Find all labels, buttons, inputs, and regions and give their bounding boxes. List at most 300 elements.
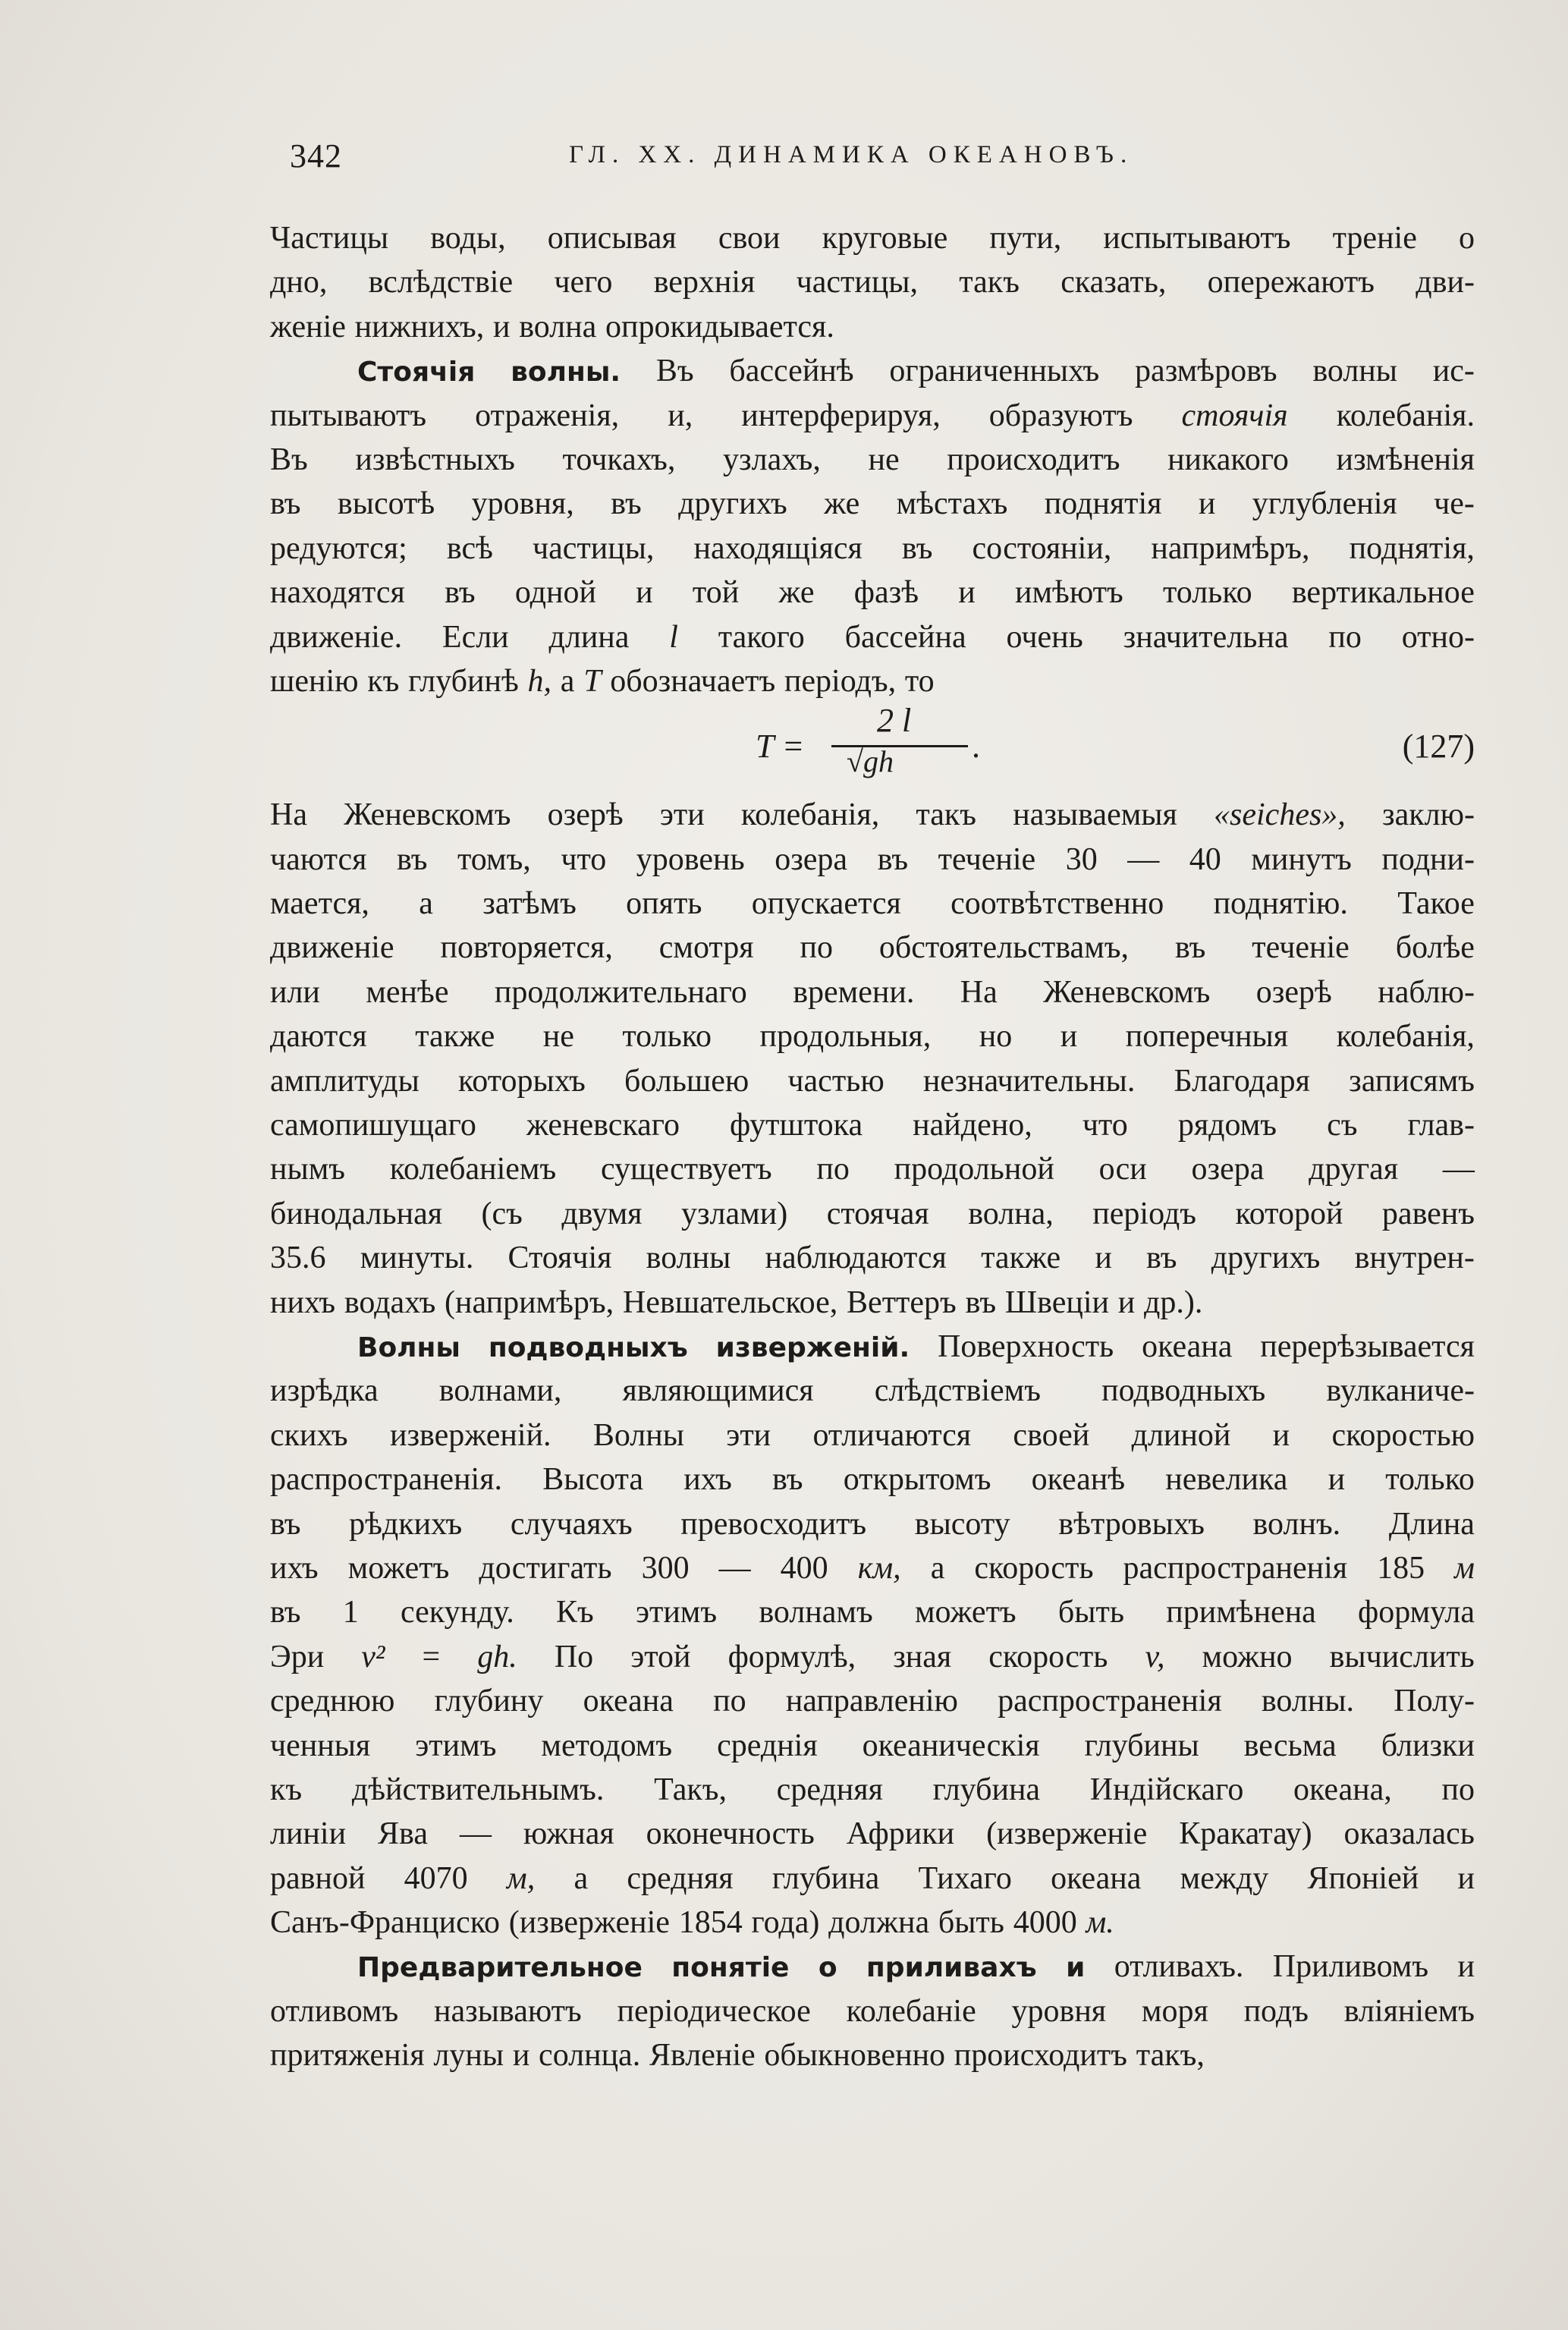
word: — <box>459 1816 492 1852</box>
word: въ <box>877 841 909 877</box>
word: и <box>512 2038 530 2074</box>
word: въ <box>772 1462 803 1498</box>
word: свои <box>718 221 781 256</box>
word: происходитъ <box>947 442 1120 477</box>
word: Приливомъ <box>1272 1949 1429 1985</box>
word: въ <box>445 575 476 611</box>
word: незначительны. <box>922 1063 1136 1099</box>
word: также <box>415 1019 495 1055</box>
word: — <box>1442 1152 1475 1187</box>
word: продольной <box>894 1152 1054 1187</box>
text-line <box>270 486 1475 530</box>
word: дно, <box>270 265 328 300</box>
text-line <box>270 1461 1475 1505</box>
word: 400 <box>780 1550 828 1586</box>
word: уровня, <box>471 486 574 522</box>
word: поперечныя <box>1125 1019 1289 1055</box>
text-line <box>270 220 1475 264</box>
text-line <box>270 1772 1475 1816</box>
word: отраженія, <box>475 398 620 433</box>
word: волнами, <box>438 1373 562 1409</box>
word: только <box>622 1019 712 1055</box>
word: находятся <box>270 575 405 611</box>
word: По <box>554 1639 594 1674</box>
word: моря <box>1141 1993 1208 2029</box>
text-line <box>270 841 1475 885</box>
word: испытываютъ <box>1103 221 1291 256</box>
word: а <box>930 1550 945 1586</box>
word: въ <box>270 1506 301 1542</box>
word: колебаніе <box>846 1993 976 2029</box>
word: внутрен- <box>1354 1240 1475 1276</box>
word: солнца. <box>539 2038 641 2074</box>
word: болѣе <box>1395 930 1475 966</box>
text-line <box>270 1683 1475 1727</box>
word: подни- <box>1381 841 1475 877</box>
word: никакого <box>1167 442 1289 477</box>
text-line <box>270 663 1475 707</box>
word: подводныхъ <box>1101 1373 1266 1409</box>
word: Къ <box>555 1595 594 1630</box>
word: = <box>422 1639 441 1674</box>
word: волнамъ <box>759 1595 873 1630</box>
word: записямъ <box>1349 1063 1475 1099</box>
word: распространенія. <box>270 1462 503 1498</box>
word: даются <box>270 1019 367 1055</box>
word: бинодальная <box>270 1196 443 1231</box>
word: рѣдкихъ <box>349 1506 463 1542</box>
word: равенъ <box>1381 1196 1475 1231</box>
word: узлахъ, <box>723 442 821 477</box>
word: изрѣдка <box>270 1373 379 1409</box>
word: близки <box>1381 1728 1475 1763</box>
word: случаяхъ <box>510 1506 633 1542</box>
word: обыкновенно <box>764 2038 946 2074</box>
word: частицы, <box>533 530 655 566</box>
word: формулѣ, <box>727 1639 856 1674</box>
word: понятіе <box>671 1952 790 1984</box>
word: которыхъ <box>458 1063 586 1099</box>
word: круговые <box>822 221 948 256</box>
word: и <box>1095 1240 1112 1276</box>
word: образуютъ <box>988 398 1133 433</box>
word: поднятія <box>1044 486 1162 522</box>
word: — <box>1127 841 1160 877</box>
word: женевскаго <box>526 1108 680 1143</box>
text-line <box>270 885 1475 929</box>
word: и <box>1060 1019 1078 1055</box>
text-line <box>270 574 1475 618</box>
word: бассейнѣ <box>729 354 854 389</box>
formula-lhs: T = <box>756 728 805 766</box>
word: озерѣ <box>1255 974 1332 1010</box>
text-line <box>270 1417 1475 1461</box>
word: длиной <box>1131 1417 1231 1453</box>
word: заклю- <box>1382 797 1475 833</box>
word: отливомъ <box>270 1993 399 2029</box>
word: волны <box>1312 354 1398 389</box>
word: а <box>419 886 433 922</box>
word: въ <box>396 841 428 877</box>
word: называемыя <box>1013 797 1177 833</box>
word: періодъ, <box>784 663 897 699</box>
word: нымъ <box>270 1152 345 1187</box>
word: весьма <box>1243 1728 1337 1763</box>
word: (изверженіе <box>986 1816 1148 1852</box>
word: менѣе <box>366 974 449 1010</box>
word: же <box>778 575 815 611</box>
text-line <box>270 2037 1475 2081</box>
word: Японіей <box>1307 1860 1419 1896</box>
word: мается, <box>270 886 369 922</box>
word: такъ <box>959 265 1020 300</box>
text-line <box>270 1018 1475 1062</box>
word: волны <box>646 1240 731 1276</box>
word: размѣровъ <box>1135 354 1277 389</box>
word: линіи <box>270 1816 347 1852</box>
word: отличаются <box>812 1417 972 1453</box>
word: глубина <box>771 1860 880 1896</box>
word: въ <box>901 530 933 566</box>
text-line <box>270 1107 1475 1151</box>
word: женіе <box>270 309 346 344</box>
text-line <box>270 398 1475 442</box>
word: луны <box>433 2038 504 2074</box>
word: должна <box>828 1905 930 1941</box>
word: рядомъ <box>1177 1108 1277 1143</box>
word: отно- <box>1401 619 1475 655</box>
word: 30 <box>1065 841 1098 877</box>
word: подъ <box>1243 1993 1309 2029</box>
word: своей <box>1013 1417 1090 1453</box>
word: значительна <box>1123 619 1289 655</box>
word: оси <box>1098 1152 1147 1187</box>
word: существуетъ <box>600 1152 772 1187</box>
word: распространенія <box>1123 1550 1348 1586</box>
word: колебанія. <box>1336 398 1475 433</box>
word: среднюю <box>270 1684 395 1719</box>
word: Если <box>441 619 509 655</box>
word: океана <box>583 1684 674 1719</box>
text-line <box>270 1151 1475 1195</box>
word: Высота <box>542 1462 644 1498</box>
word: колебанія, <box>1336 1019 1475 1055</box>
word: м. <box>1086 1905 1114 1941</box>
word: м, <box>506 1860 536 1896</box>
word: измѣненія <box>1336 442 1475 477</box>
word: превосходитъ <box>680 1506 867 1542</box>
word: волны. <box>1261 1684 1355 1719</box>
word: найдено, <box>913 1108 1032 1143</box>
word: приливахъ <box>866 1952 1037 1984</box>
word: вулканиче- <box>1326 1373 1475 1409</box>
word: Ява <box>378 1816 428 1852</box>
word: описывая <box>547 221 677 256</box>
word: частицы, <box>796 265 919 300</box>
word: оконечность <box>646 1816 815 1852</box>
word: «seiches», <box>1214 797 1346 833</box>
word: притяженія <box>270 2038 425 2074</box>
word: 300 <box>641 1550 690 1586</box>
word: чаются <box>270 841 367 877</box>
word: треніе <box>1332 221 1417 256</box>
word: двумя <box>561 1196 643 1231</box>
word: южная <box>523 1816 614 1852</box>
text-line <box>270 974 1475 1018</box>
word: съ <box>1327 1108 1358 1143</box>
word: года) <box>751 1905 820 1941</box>
text-line <box>270 1816 1475 1860</box>
word: мѣстахъ <box>896 486 1008 522</box>
word: пути, <box>989 221 1062 256</box>
word: въ <box>270 486 301 522</box>
word: уровня <box>1011 1993 1107 2029</box>
word: времени. <box>793 974 915 1010</box>
word: періодъ <box>1092 1196 1196 1231</box>
word: и, <box>668 398 693 433</box>
word: и <box>1457 1860 1475 1896</box>
word: одной <box>514 575 596 611</box>
word: примѣнена <box>1166 1595 1316 1630</box>
word: опять <box>626 886 702 922</box>
word: изверженій. <box>715 1332 910 1363</box>
word: океана <box>1142 1329 1233 1364</box>
word: высоту <box>914 1506 1010 1542</box>
word: подводныхъ <box>488 1332 688 1363</box>
word: обстоятельствамъ, <box>878 930 1129 966</box>
word: стоячія <box>1181 398 1288 433</box>
word: достигать <box>479 1550 612 1586</box>
word: въ <box>611 486 642 522</box>
word: такъ <box>916 797 977 833</box>
word: глубинѣ <box>408 663 519 699</box>
word: колебанія, <box>740 797 880 833</box>
word: повторяется, <box>440 930 613 966</box>
word: въ <box>1146 1240 1177 1276</box>
word: къ <box>367 663 400 699</box>
word: по <box>1441 1772 1475 1807</box>
word: скорость <box>988 1639 1108 1674</box>
word: Африки <box>846 1816 955 1852</box>
word: стоячая <box>826 1196 929 1231</box>
word: v, <box>1145 1639 1165 1674</box>
word: наблю- <box>1378 974 1475 1010</box>
word: На <box>270 797 307 833</box>
word: На <box>960 974 998 1010</box>
word: 1854 <box>678 1905 743 1941</box>
word: которой <box>1235 1196 1343 1231</box>
text-line <box>270 1196 1475 1240</box>
text-line <box>270 1373 1475 1417</box>
word: Длина <box>1388 1506 1475 1542</box>
word: въ <box>965 1284 997 1320</box>
text-line <box>270 1284 1475 1329</box>
word: Женевскомъ <box>344 797 511 833</box>
word: опрокидывается. <box>605 309 834 344</box>
word: — <box>718 1550 751 1586</box>
word: среднія <box>717 1728 818 1763</box>
word: амплитуды <box>270 1063 419 1099</box>
text-line <box>270 1240 1475 1284</box>
word: или <box>270 974 320 1010</box>
word: этимъ <box>415 1728 497 1763</box>
word: T <box>583 663 602 699</box>
text-line <box>270 1550 1475 1594</box>
word: и <box>1272 1417 1290 1453</box>
word: также <box>981 1240 1061 1276</box>
word: этимъ <box>635 1595 718 1630</box>
word: др.). <box>1144 1284 1203 1320</box>
word: интерферируя, <box>741 398 941 433</box>
word: называютъ <box>434 1993 582 2029</box>
word: быть <box>938 1905 1004 1941</box>
word: узлами) <box>680 1196 788 1231</box>
running-head: ГЛ. XX. ДИНАМИКА ОКЕАНОВЪ. <box>569 141 1134 168</box>
text-line <box>270 619 1475 663</box>
word: Такъ, <box>654 1772 727 1807</box>
word: перерѣзывается <box>1260 1329 1475 1364</box>
formula-period: . <box>972 728 980 766</box>
word: въ <box>270 1595 301 1630</box>
word: Въ <box>655 354 694 389</box>
word: сказать, <box>1061 265 1167 300</box>
word: томъ, <box>457 841 531 877</box>
body-text <box>270 220 1475 2082</box>
word: но <box>979 1019 1013 1055</box>
word: продолжительнаго <box>494 974 747 1010</box>
word: только <box>1162 575 1252 611</box>
word: а <box>573 1860 589 1896</box>
word: волны. <box>511 357 621 388</box>
word: океана <box>1051 1860 1142 1896</box>
word: дви- <box>1416 265 1475 300</box>
word: ограниченныхъ <box>889 354 1100 389</box>
word: океанѣ <box>1031 1462 1126 1498</box>
word: волна <box>519 309 597 344</box>
word: 35.6 <box>270 1240 326 1276</box>
word: Швеціи <box>1004 1284 1110 1320</box>
word: Эри <box>270 1639 325 1674</box>
word: извѣстныхъ <box>355 442 515 477</box>
word: редуются; <box>270 530 407 566</box>
word: о <box>1458 221 1475 256</box>
text-line <box>270 309 1475 353</box>
word: равной <box>270 1860 366 1896</box>
word: gh. <box>477 1639 517 1674</box>
word: и <box>492 309 511 344</box>
word: волна, <box>968 1196 1054 1231</box>
word: вслѣдствіе <box>368 265 514 300</box>
word: и <box>636 575 653 611</box>
word: а <box>560 663 575 699</box>
word: распространенія <box>998 1684 1222 1719</box>
word: (съ <box>481 1196 523 1231</box>
word: длина <box>548 619 630 655</box>
word: пытываютъ <box>270 398 427 433</box>
word: и <box>1328 1462 1346 1498</box>
word: нихъ <box>270 1284 336 1320</box>
word: смотря <box>658 930 754 966</box>
word: Частицы <box>270 221 389 256</box>
page-number: 342 <box>290 137 342 175</box>
word: вѣтровыхъ <box>1058 1506 1205 1542</box>
word: другихъ <box>1211 1240 1321 1276</box>
word: Благодаря <box>1174 1063 1310 1099</box>
word: самопишущаго <box>270 1108 476 1143</box>
word: Волны <box>592 1417 684 1453</box>
word: водахъ <box>344 1284 436 1320</box>
word: всѣ <box>446 530 493 566</box>
word: h, <box>527 663 552 699</box>
word: являющимися <box>622 1373 814 1409</box>
word: что <box>1082 1108 1128 1143</box>
word: шенію <box>270 663 359 699</box>
word: отливахъ. <box>1114 1949 1244 1985</box>
word: движеніе <box>270 930 394 966</box>
word: м <box>1454 1550 1475 1586</box>
word: уровень <box>636 841 745 877</box>
word: другихъ <box>678 486 787 522</box>
word: (изверженіе <box>508 1905 670 1941</box>
word: углубленія <box>1252 486 1397 522</box>
word: скихъ <box>270 1417 348 1453</box>
word: нижнихъ, <box>354 309 485 344</box>
word: быть <box>1057 1595 1124 1630</box>
formula-numerator: 2 l <box>877 702 912 740</box>
word: Явленіе <box>649 2038 756 2074</box>
text-line <box>270 797 1475 841</box>
word: можетъ <box>914 1595 1017 1630</box>
word: только <box>1385 1462 1475 1498</box>
word: 1 <box>342 1595 359 1630</box>
word: другая <box>1309 1152 1399 1187</box>
word: волнъ. <box>1252 1506 1341 1542</box>
word: озерѣ <box>547 797 624 833</box>
word: теченіе <box>938 841 1036 877</box>
word: км, <box>857 1550 901 1586</box>
word: той <box>692 575 740 611</box>
word: ис- <box>1432 354 1475 389</box>
word: чего <box>554 265 613 300</box>
word: скоростью <box>1331 1417 1475 1453</box>
formula-denominator: √gh <box>847 744 894 779</box>
word: Въ <box>270 442 308 477</box>
word: верхнія <box>653 265 756 300</box>
word: и <box>1066 1952 1086 1984</box>
word: обозначаетъ <box>610 663 776 699</box>
word: озера <box>1191 1152 1265 1187</box>
word: опережаютъ <box>1207 265 1375 300</box>
word: Тихаго <box>918 1860 1012 1896</box>
text-line <box>270 1506 1475 1550</box>
text-line <box>270 1860 1475 1904</box>
word: минуты. <box>360 1240 474 1276</box>
word: ченныя <box>270 1728 371 1763</box>
word: Женевскомъ <box>1043 974 1211 1010</box>
word: то <box>904 663 935 699</box>
word: Такое <box>1397 886 1475 922</box>
text-line <box>270 264 1475 308</box>
word: къ <box>270 1772 303 1807</box>
word: большею <box>624 1063 749 1099</box>
word: такъ, <box>1136 2038 1205 2074</box>
word: средняя <box>627 1860 734 1896</box>
word: и <box>1117 1284 1136 1320</box>
text-line <box>270 1329 1475 1373</box>
word: v² <box>361 1639 385 1674</box>
word: же <box>824 486 860 522</box>
word: продольныя, <box>759 1019 932 1055</box>
